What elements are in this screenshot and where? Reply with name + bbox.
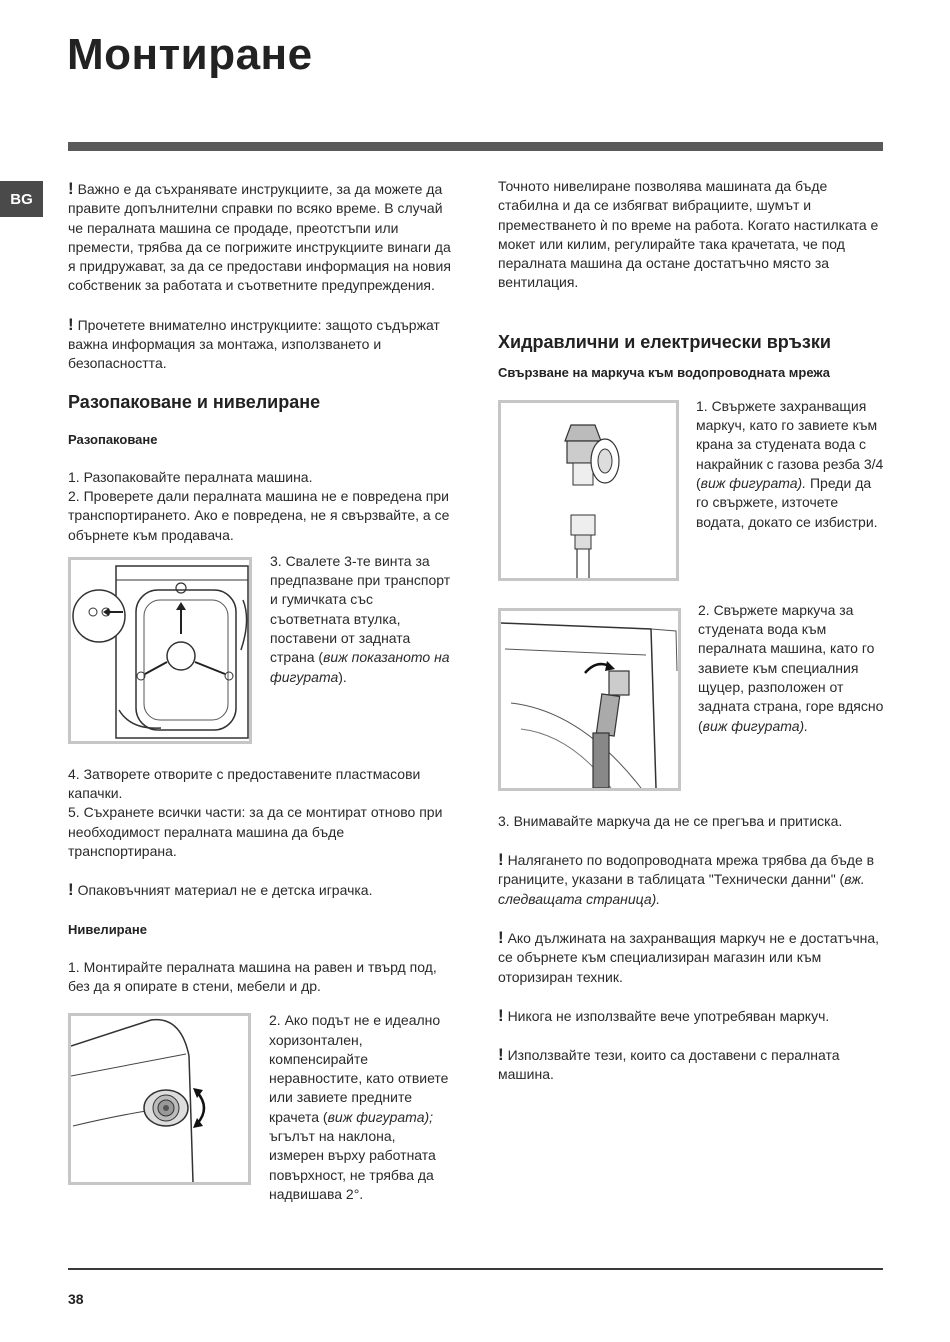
tap-connection-figure [498, 400, 679, 581]
footer-rule [68, 1268, 883, 1270]
subheading-unpack: Разопаковане [68, 431, 158, 447]
unpack-step-2: 2. Проверете дали пералната машина не е повредена при транспортирането. Ако е повредена, не я свързвайте, а се обърнете към продавача. [68, 487, 450, 543]
header-rule [68, 142, 883, 151]
tap-hose-illustration [501, 403, 676, 578]
leveling-feet-figure [68, 1013, 251, 1185]
level-figure-row [68, 1012, 454, 1204]
unpack-step-4: 4. Затворете отворите с предоставените пластмасови капачки. [68, 765, 421, 802]
hose-figure-row-1 [498, 397, 884, 581]
warning-icon: ! [68, 880, 74, 900]
left-column [68, 179, 454, 1204]
machine-inlet-figure [498, 608, 681, 791]
warning-icon: ! [498, 1005, 504, 1025]
hose-step-1: 1. Свържете захранващия маркуч, като го завиете към крана за студената вода с накрайник с газова резба 3/4 (виж фигурата). Преди да го свържете, източете водата, докато се избистри. [696, 397, 884, 530]
supplied-hose-note: ! Използвайте тези, които са доставени с пералната машина. [498, 1045, 840, 1083]
subheading-level: Нивелиране [68, 921, 147, 937]
warning-icon: ! [498, 927, 504, 947]
warning-icon: ! [68, 179, 74, 198]
hose-length-warning: ! Ако дължината на захранващия маркуч не е достатъчна, се обърнете към специализиран магазин или към оторизиран техник. [498, 927, 880, 985]
language-tab: BG [0, 181, 43, 217]
transport-screws-figure [68, 557, 252, 744]
page-number: 38 [68, 1291, 84, 1307]
section-heading-connections: Хидравлични и електрически връзки [498, 331, 831, 352]
pressure-warning: ! Налягането по водопроводната мрежа трябва да бъде в границите, указани в таблицата "Технически данни" (вж. следващата страница). [498, 850, 875, 907]
warning-icon: ! [68, 314, 74, 334]
hose-step-2: 2. Свържете маркуча за студената вода към пералната машина, като го завиете към специалния щуцер, разположен от задната страна, горе вдясно (виж фигурата). [698, 601, 884, 734]
leveling-paragraph: Точното нивелиране позволява машината да бъде стабилна и да се избягват вибрациите, шумът и преместването ѝ по време на работа. Когато настилката е мокет или килим, регулирайте така крачетата, че под пералната машина да остане достатъчно място за вентилация. [498, 178, 879, 291]
hose-figure-row-2 [498, 601, 884, 791]
level-step-1: 1. Монтирайте пералната машина на равен и твърд под, без да я опирате в стени, мебели и др. [68, 958, 437, 994]
page-title: Монтиране [67, 30, 313, 79]
inlet-hose-illustration [501, 611, 678, 788]
warning-icon: ! [498, 850, 504, 870]
subheading-hose: Свързване на маркуча към водопроводната мрежа [498, 364, 831, 380]
foot-adjust-illustration [71, 1016, 248, 1182]
right-column [498, 177, 884, 1085]
intro-paragraph: ! Важно е да съхранявате инструкциите, за да можете да правите допълнителни справки по всяко време. В случай че пералната машина се продаде, преотстъпи или премести, трябва да се погрижите инструкциите винаги да я придружават, за да се предостави информация на новия собственик за работата и съответните предупреждения. [68, 179, 451, 294]
used-hose-warning: ! Никога не използвайте вече употребяван маркуч. [498, 1005, 830, 1025]
washer-back-illustration [71, 560, 249, 741]
read-instructions-paragraph: ! Прочетете внимателно инструкциите: защото съдържат важна информация за монтажа, използването и безопасността. [68, 314, 440, 372]
unpack-step-1: 1. Разопаковайте пералната машина. [68, 468, 313, 485]
unpack-step-3: 3. Свалете 3-те винта за предпазване при транспорт и гумичката със съответната втулка, поставени от задната страна (виж показаното на фигурата). [270, 552, 451, 685]
unpack-step-5: 5. Съхранете всички части: за да се монтират отново при необходимост пералната машина да бъде транспортирана. [68, 804, 443, 860]
section-heading-unpack-level: Разопаковане и нивелиране [68, 391, 321, 412]
level-step-2: 2. Ако подът не е идеално хоризонтален, компенсирайте неравностите, като отвиете или завиете предните крачета (виж фигурата); ъгълът на наклона, измерен върху работната повърхност, не трябва да надвишава 2°. [269, 1012, 449, 1202]
unpack-figure-row [68, 552, 454, 744]
warning-icon: ! [498, 1045, 504, 1065]
packaging-warning: ! Опаковъчният материал не е детска играчка. [68, 880, 373, 900]
hose-step-3: 3. Внимавайте маркуча да не се прегъва и притиска. [498, 812, 843, 829]
